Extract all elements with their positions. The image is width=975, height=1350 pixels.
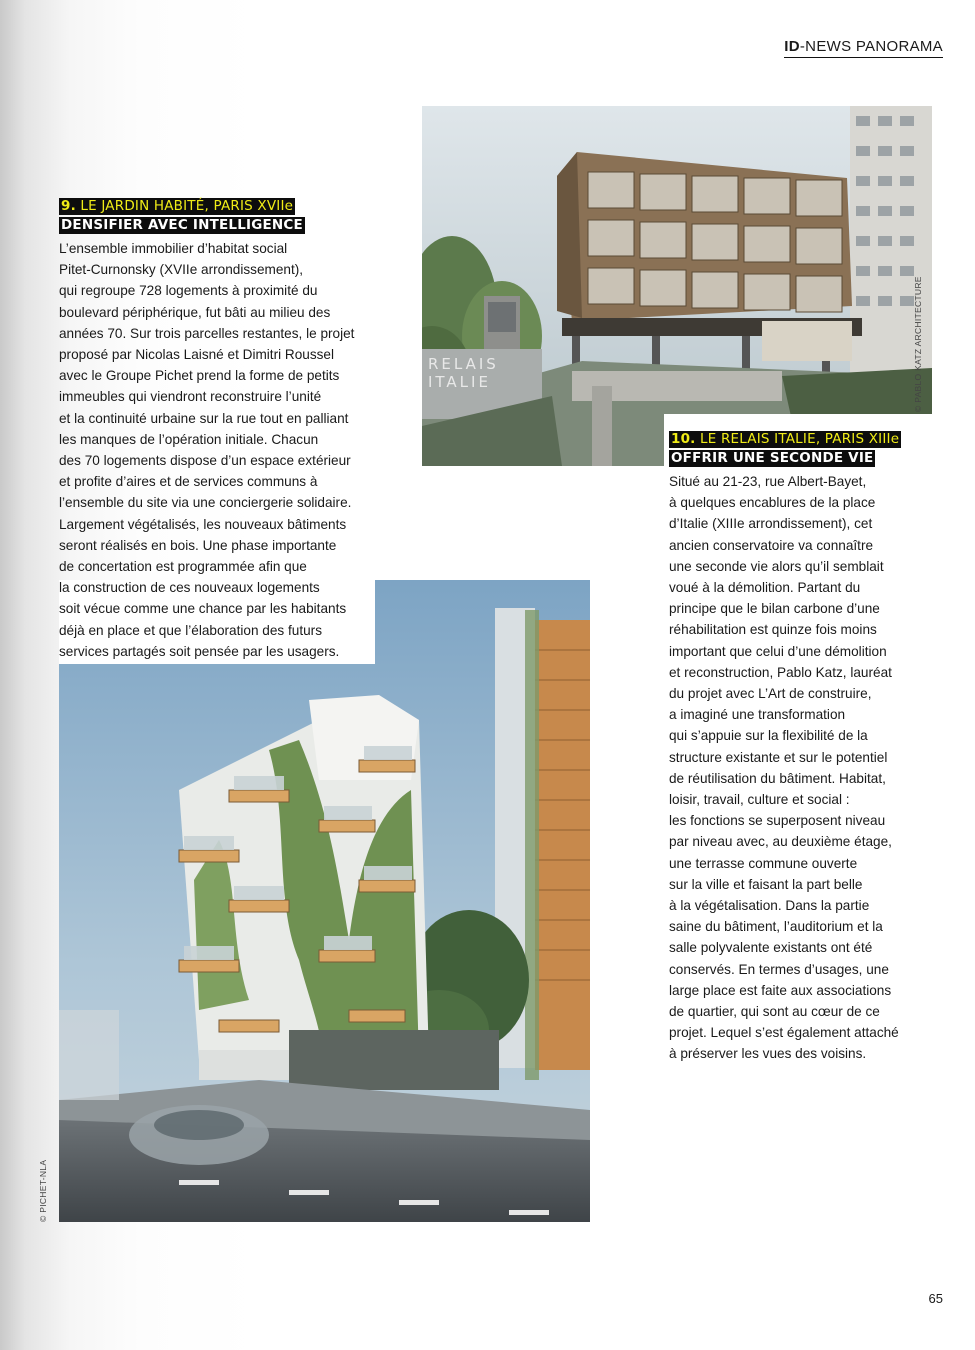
body-line: à quelques encablures de la place xyxy=(669,495,876,511)
body-line: ancien conservatoire va connaître xyxy=(669,537,874,553)
body-line: projet. Lequel s’est également attaché xyxy=(669,1025,899,1041)
relais-sign-line1: RELAIS xyxy=(428,355,499,373)
body-line: une terrasse commune ouverte xyxy=(669,855,858,871)
body-line: services partagés soit pensée par les usagers. xyxy=(59,643,340,659)
body-line: avec le Groupe Pichet prend la forme de petits xyxy=(59,368,340,384)
body-line: a imaginé une transformation xyxy=(669,707,846,723)
body-line: Pitet-Curnonsky (XVIIe arrondissement), xyxy=(59,262,304,278)
body-line: important que celui d’une démolition xyxy=(669,643,887,659)
body-line: déjà en place et que l’élaboration des futurs xyxy=(59,622,322,638)
article-jardin-habite xyxy=(59,197,379,662)
body-line: Largement végétalisés, les nouveaux bâtiments xyxy=(59,516,347,532)
body-line: l’ensemble du site via une conciergerie solidaire. xyxy=(59,495,352,511)
body-line: à la végétalisation. Dans la partie xyxy=(669,898,870,914)
body-line: qui s’appuie sur la flexibilité de la xyxy=(669,728,868,744)
body-line: Situé au 21-23, rue Albert-Bayet, xyxy=(669,474,867,489)
body-line: les fonctions se superposent niveau xyxy=(669,813,886,829)
article-relais-italie xyxy=(669,430,919,1065)
article9-title xyxy=(59,198,295,215)
header-brand: ID xyxy=(784,38,800,55)
body-line: immeubles qui viendront reconstruire l’unité xyxy=(59,389,322,405)
body-line: d’Italie (XIIIe arrondissement), cet xyxy=(669,516,873,532)
article10-body xyxy=(669,471,919,1065)
header-section: -NEWS PANORAMA xyxy=(799,38,943,55)
article10-subtitle: OFFRIR UNE SECONDE VIE xyxy=(671,450,874,466)
body-line: large place est faite aux associations xyxy=(669,982,892,998)
page-number: 65 xyxy=(928,1291,943,1306)
body-line: salle polyvalente existants ont été xyxy=(669,940,873,956)
body-line: du projet avec L’Art de construire, xyxy=(669,686,872,702)
body-line: à préserver les vues des voisins. xyxy=(669,1046,867,1062)
relais-sign-line2: ITALIE xyxy=(428,373,491,391)
article9-number: 9. xyxy=(61,198,76,214)
body-line: boulevard périphérique, fut bâti au milieu des xyxy=(59,304,331,320)
article9-place: LE JARDIN HABITÉ, PARIS XVIIe xyxy=(75,198,294,214)
body-line: loisir, travail, culture et social : xyxy=(669,792,850,808)
body-line: des 70 logements dispose d’un espace extérieur xyxy=(59,453,351,469)
body-line: de concertation est programmée afin que xyxy=(59,559,307,575)
relais-italie-photo xyxy=(422,106,932,466)
body-line: qui regroupe 728 logements à proximité du xyxy=(59,283,318,299)
photo-credit-top: © PABLO KATZ ARCHITECTURE xyxy=(913,276,923,412)
article10-place: LE RELAIS ITALIE, PARIS XIIIe xyxy=(695,431,900,447)
section-header xyxy=(784,38,943,58)
body-line: sur la ville et faisant la part belle xyxy=(669,876,863,892)
body-line: saine du bâtiment, l’auditorium et la xyxy=(669,919,883,935)
body-line: et la continuité urbaine sur la rue tout en palliant xyxy=(59,410,349,426)
body-line: voué à la démolition. Partant du xyxy=(669,580,861,596)
body-line: et profite d’aires et de services communs à xyxy=(59,474,318,490)
body-line: les manques de l’opération initiale. Chacun xyxy=(59,431,319,447)
body-line: principe que le bilan carbone d’une xyxy=(669,601,880,617)
body-line: L’ensemble immobilier d’habitat social xyxy=(59,241,288,256)
body-line: proposé par Nicolas Laisné et Dimitri Roussel xyxy=(59,347,335,363)
body-line: et reconstruction, Pablo Katz, lauréat xyxy=(669,664,892,680)
body-line: de réutilisation du bâtiment. Habitat, xyxy=(669,770,886,786)
body-line: de quartier, qui sont au cœur de ce xyxy=(669,1004,880,1020)
article9-subtitle: DENSIFIER AVEC INTELLIGENCE xyxy=(61,217,303,233)
body-line: années 70. Sur trois parcelles restantes, le projet xyxy=(59,325,355,341)
photo-credit-bottom: © PICHET-NLA xyxy=(38,1159,48,1222)
article9-body xyxy=(59,238,379,662)
article10-title xyxy=(669,431,901,448)
body-line: soit vécue comme une chance par les habitants xyxy=(59,601,347,617)
article10-number: 10. xyxy=(671,431,696,447)
body-line: une seconde vie alors qu’il semblait xyxy=(669,558,884,574)
body-line: seront réalisés en bois. Une phase importante xyxy=(59,537,337,553)
body-line: structure existante et sur le potentiel xyxy=(669,749,888,765)
jardin-habite-photo xyxy=(59,580,590,1222)
body-line: par niveau avec, au deuxième étage, xyxy=(669,834,892,850)
body-line: la construction de ces nouveaux logements xyxy=(59,580,320,596)
body-line: conservés. En termes d’usages, une xyxy=(669,961,889,977)
body-line: réhabilitation est quinze fois moins xyxy=(669,622,877,638)
